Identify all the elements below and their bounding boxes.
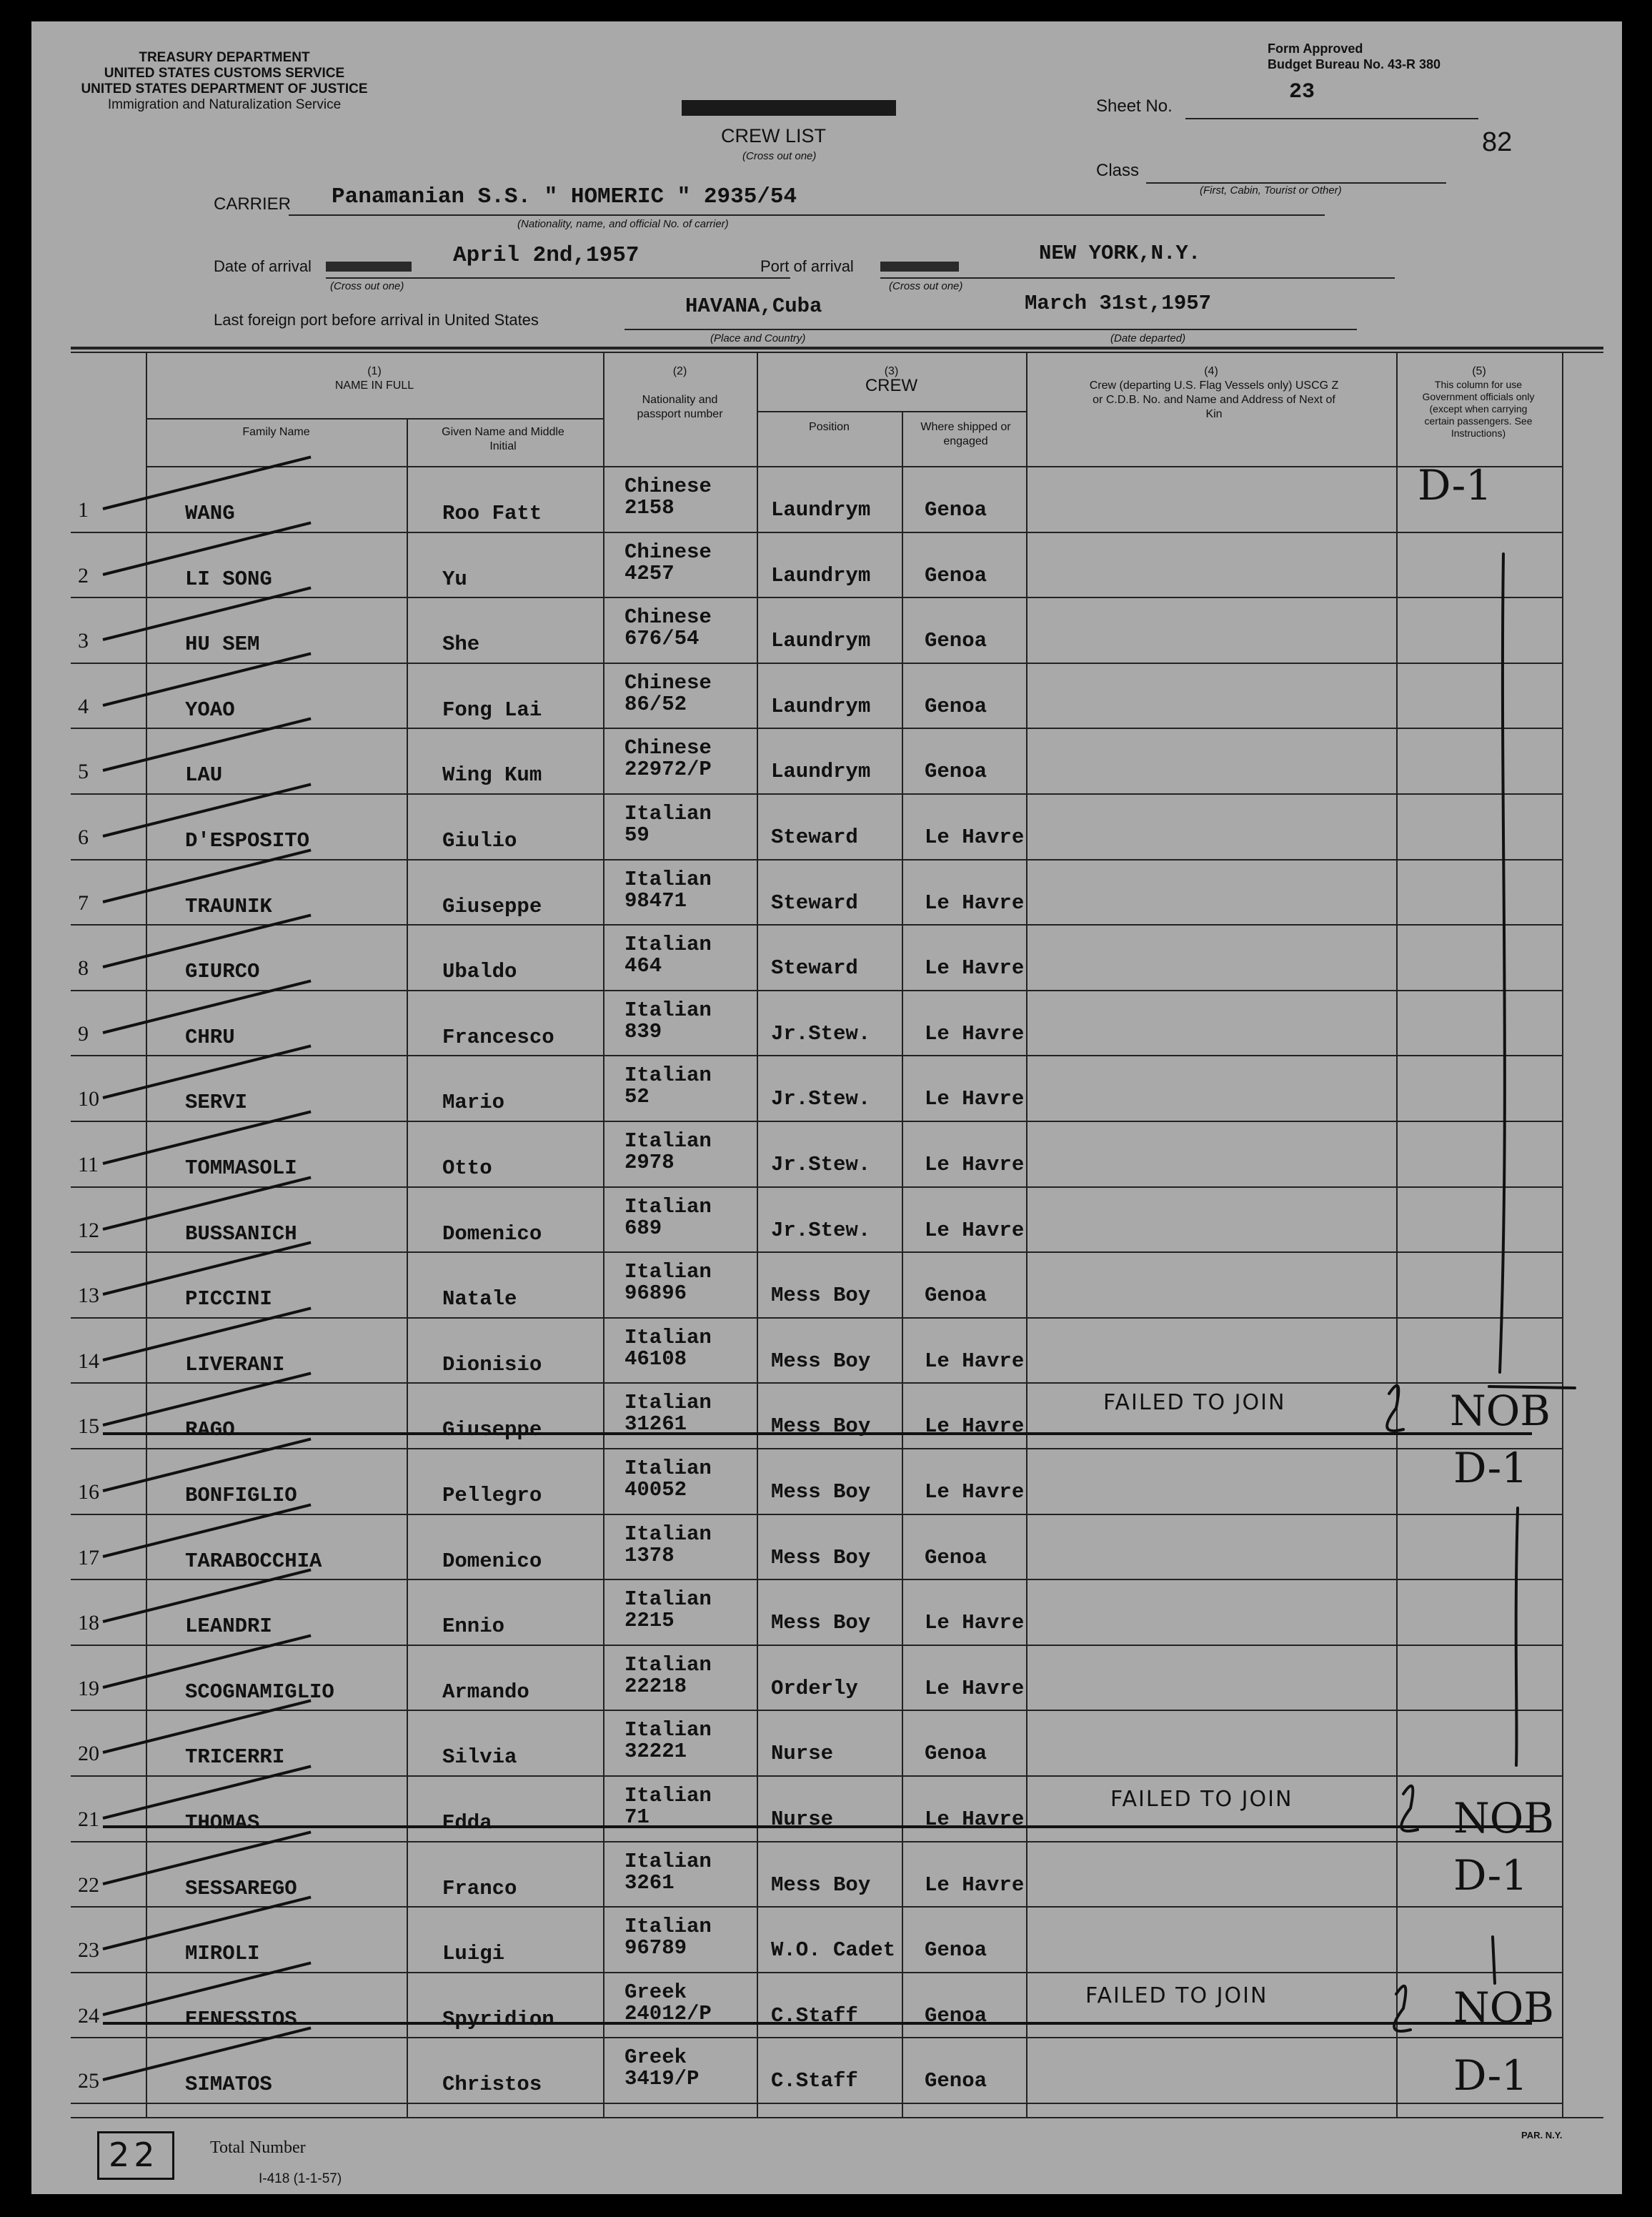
- shipped-port: Le Havre: [925, 1480, 1025, 1504]
- cross-out-hint: (Cross out one): [742, 150, 817, 162]
- crew-position: Laundrym: [771, 563, 871, 587]
- last-port-label: Last foreign port before arrival in United States: [214, 311, 539, 329]
- crew-position: W.O. Cadet: [771, 1938, 896, 1963]
- shipped-port: Le Havre: [925, 1087, 1025, 1111]
- shipped-port: Genoa: [925, 2069, 987, 2093]
- date-label: Date of arrival: [214, 257, 312, 275]
- crew-position: Jr.Stew.: [771, 1218, 871, 1242]
- d1-mark: D-1: [1418, 461, 1493, 510]
- family-name: YOAO: [185, 698, 235, 722]
- passport-number: 24012/P: [625, 2001, 712, 2025]
- family-name: LEANDRI: [185, 1615, 272, 1639]
- nationality: Chinese: [625, 475, 712, 498]
- row-number: 10: [78, 1087, 99, 1111]
- given-name: Wing Kum: [442, 763, 542, 788]
- shipped-port: Genoa: [925, 563, 987, 587]
- family-name: LAU: [185, 763, 223, 788]
- d1-mark: D-1: [1453, 2051, 1528, 2100]
- passport-number: 96896: [625, 1281, 687, 1306]
- family-name: BONFIGLIO: [185, 1484, 297, 1507]
- given-name: Francesco: [442, 1025, 554, 1049]
- nationality: Italian: [625, 1784, 712, 1807]
- col3-title: CREW: [865, 376, 918, 395]
- form-number: I-418 (1-1-57): [259, 2171, 342, 2186]
- given-name: Christos: [442, 2073, 542, 2097]
- family-name: THOMAS: [185, 1811, 260, 1835]
- row-number: 13: [78, 1284, 99, 1308]
- page-mark: 82: [1482, 127, 1513, 157]
- col4-title: Crew (departing U.S. Flag Vessels only) USCG Z or C.D.B. No. and Name and Address of Next of Kin: [1089, 380, 1339, 420]
- family-name: RAGO: [185, 1418, 235, 1442]
- given-name-header: Given Name and Middle Initial: [442, 426, 564, 452]
- passport-number: 2215: [625, 1609, 675, 1633]
- nationality: Italian: [625, 1194, 712, 1219]
- date-departed-value: March 31st,1957: [1025, 292, 1212, 315]
- budget-bureau: Budget Bureau No. 43-R 380: [1268, 57, 1441, 71]
- row-number: 19: [78, 1676, 99, 1700]
- crew-position: C.Staff: [771, 2069, 858, 2093]
- passport-number: 2158: [625, 496, 675, 520]
- crew-position: Nurse: [771, 1742, 834, 1766]
- nationality: Italian: [625, 933, 712, 957]
- col5-title: This column for use Government officials only (except when carrying certain passengers. See Instructions): [1422, 379, 1535, 439]
- given-name: Ubaldo: [442, 960, 517, 984]
- passport-number: 86/52: [625, 692, 687, 716]
- shipped-port: Genoa: [925, 629, 987, 653]
- agency-line: UNITED STATES DEPARTMENT OF JUSTICE: [81, 81, 368, 96]
- shipped-port: Le Havre: [925, 1807, 1025, 1831]
- nationality: Italian: [625, 1260, 712, 1284]
- crew-position: Mess Boy: [771, 1414, 871, 1439]
- crew-position: Mess Boy: [771, 1873, 871, 1897]
- given-name: Spyridion: [442, 2007, 554, 2031]
- position-header: Position: [809, 421, 850, 433]
- row-number: 4: [78, 694, 89, 718]
- shipped-port: Le Havre: [925, 956, 1025, 981]
- crew-position: Mess Boy: [771, 1480, 871, 1504]
- row-number: 3: [78, 629, 89, 653]
- given-name: She: [442, 633, 480, 657]
- shipped-port: Genoa: [925, 498, 987, 522]
- nob-mark: NOB: [1453, 1794, 1554, 1842]
- given-name: Domenico: [442, 1549, 542, 1573]
- total-label: Total Number: [210, 2138, 306, 2157]
- given-name: Dionisio: [442, 1352, 542, 1377]
- nationality: Chinese: [625, 540, 712, 564]
- passport-number: 71: [625, 1805, 650, 1829]
- port-value: NEW YORK,N.Y.: [1039, 242, 1201, 265]
- crew-position: Laundrym: [771, 498, 871, 522]
- nob-mark: NOB: [1453, 1983, 1554, 2032]
- crew-position: Laundrym: [771, 694, 871, 718]
- passport-number: 839: [625, 1019, 662, 1043]
- col1-number: (1): [367, 365, 382, 377]
- row-number: 6: [78, 825, 89, 849]
- passport-number: 96789: [625, 1936, 687, 1960]
- row-number: 24: [78, 2003, 99, 2028]
- nationality: Italian: [625, 1915, 712, 1939]
- crew-position: Nurse: [771, 1807, 834, 1831]
- given-name: Giuseppe: [442, 894, 542, 918]
- form-title: CREW LIST: [721, 125, 827, 147]
- family-name: EFNESSIOS: [185, 2007, 297, 2031]
- date-value: April 2nd,1957: [453, 243, 640, 268]
- family-name: MIROLI: [185, 1942, 260, 1966]
- family-name: LI SONG: [185, 567, 272, 591]
- class-label: Class: [1096, 161, 1140, 180]
- row-number: 21: [78, 1807, 99, 1831]
- shipped-port: Le Havre: [925, 1676, 1025, 1700]
- family-name: TRAUNIK: [185, 894, 272, 918]
- nob-mark: NOB: [1450, 1387, 1551, 1435]
- date-hint: (Cross out one): [330, 280, 404, 292]
- crew-position: Steward: [771, 891, 858, 915]
- sheet-label: Sheet No.: [1096, 96, 1173, 116]
- row-number: 7: [78, 891, 89, 915]
- sheet-number: 23: [1289, 80, 1315, 104]
- passport-number: 464: [625, 954, 662, 978]
- family-name: D'ESPOSITO: [185, 829, 310, 853]
- crew-position: Steward: [771, 956, 858, 981]
- col1-title: NAME IN FULL: [334, 380, 414, 392]
- family-name: TOMMASOLI: [185, 1156, 297, 1180]
- col2-title: Nationality and passport number: [637, 394, 723, 420]
- given-name: Franco: [442, 1876, 517, 1900]
- row-number: 20: [78, 1742, 99, 1766]
- shipped-port: Le Havre: [925, 1349, 1025, 1373]
- crew-list-sheet: [31, 21, 1622, 2194]
- where-header: Where shipped or engaged: [920, 421, 1011, 447]
- given-name: Domenico: [442, 1221, 542, 1246]
- passport-number: 676/54: [625, 627, 700, 651]
- given-name: Edda: [442, 1811, 492, 1835]
- crew-position: Jr.Stew.: [771, 1021, 871, 1046]
- crew-position: Laundrym: [771, 760, 871, 784]
- d1-mark: D-1: [1453, 1444, 1528, 1492]
- row-number: 12: [78, 1218, 99, 1242]
- given-name: Yu: [442, 567, 467, 591]
- agency-line: Immigration and Naturalization Service: [107, 97, 342, 112]
- port-hint: (Cross out one): [889, 280, 963, 292]
- row-number: 16: [78, 1480, 99, 1504]
- row-number: 15: [78, 1414, 99, 1439]
- col5-number: (5): [1472, 365, 1486, 377]
- family-name: SESSAREGO: [185, 1876, 297, 1900]
- given-name: Luigi: [442, 1942, 505, 1966]
- carrier-value: Panamanian S.S. " HOMERIC " 2935/54: [332, 184, 797, 209]
- row-number: 5: [78, 760, 89, 784]
- row-number: 22: [78, 1873, 99, 1897]
- shipped-port: Le Havre: [925, 825, 1025, 849]
- nationality: Italian: [625, 1522, 712, 1546]
- family-name: SIMATOS: [185, 2073, 272, 2097]
- row-number: 8: [78, 956, 89, 981]
- nationality: Italian: [625, 1129, 712, 1153]
- given-name: Fong Lai: [442, 698, 542, 722]
- handwritten-strokes: [31, 21, 1622, 2194]
- form-approved: Form Approved: [1268, 41, 1363, 56]
- class-hint: (First, Cabin, Tourist or Other): [1200, 184, 1342, 197]
- row-number: 18: [78, 1611, 99, 1635]
- row-number: 23: [78, 1938, 99, 1963]
- family-name: TARABOCCHIA: [185, 1549, 322, 1573]
- nationality: Italian: [625, 802, 712, 825]
- nationality: Chinese: [625, 605, 712, 630]
- last-port-value: HAVANA,Cuba: [685, 294, 822, 318]
- crew-position: C.Staff: [771, 2003, 858, 2028]
- printer-mark: PAR. N.Y.: [1521, 2130, 1563, 2141]
- passport-number: 46108: [625, 1346, 687, 1371]
- row-number: 2: [78, 563, 89, 587]
- crew-position: Mess Boy: [771, 1349, 871, 1373]
- shipped-port: Genoa: [925, 760, 987, 784]
- agency-line: UNITED STATES CUSTOMS SERVICE: [104, 66, 345, 81]
- nationality: Chinese: [625, 670, 712, 695]
- row-number: 14: [78, 1349, 99, 1373]
- passport-number: 31261: [625, 1412, 687, 1437]
- failed-to-join-note: FAILED TO JOIN: [1110, 1787, 1293, 1812]
- given-name: Ennio: [442, 1615, 505, 1639]
- shipped-port: Genoa: [925, 1938, 987, 1963]
- nationality: Italian: [625, 1063, 712, 1088]
- nationality: Italian: [625, 1457, 712, 1480]
- nationality: Italian: [625, 1325, 712, 1349]
- nationality: Italian: [625, 867, 712, 891]
- nationality: Italian: [625, 1718, 712, 1742]
- shipped-port: Le Havre: [925, 1611, 1025, 1635]
- passport-number: 22218: [625, 1674, 687, 1698]
- crew-position: Mess Boy: [771, 1545, 871, 1569]
- shipped-port: Genoa: [925, 1284, 987, 1308]
- crew-position: Mess Boy: [771, 1284, 871, 1308]
- family-name: GIURCO: [185, 960, 260, 984]
- shipped-port: Le Havre: [925, 1873, 1025, 1897]
- row-number: 25: [78, 2069, 99, 2093]
- row-number: 17: [78, 1545, 99, 1569]
- total-value: 22: [109, 2136, 159, 2174]
- given-name: Giulio: [442, 829, 517, 853]
- row-number: 9: [78, 1021, 89, 1046]
- last-port-hint: (Place and Country): [710, 332, 806, 344]
- family-name: SERVI: [185, 1091, 248, 1115]
- given-name: Otto: [442, 1156, 492, 1180]
- port-label: Port of arrival: [760, 257, 854, 275]
- nationality: Italian: [625, 1652, 712, 1677]
- row-number: 1: [78, 498, 89, 522]
- d1-mark: D-1: [1453, 1851, 1528, 1900]
- given-name: Giuseppe: [442, 1418, 542, 1442]
- nationality: Italian: [625, 1849, 712, 1873]
- col3-number: (3): [884, 365, 899, 377]
- agency-line: TREASURY DEPARTMENT: [139, 50, 310, 65]
- shipped-port: Genoa: [925, 1742, 987, 1766]
- carrier-hint: (Nationality, name, and official No. of carrier): [517, 218, 729, 230]
- col2-number: (2): [672, 365, 687, 377]
- passport-number: 3261: [625, 1870, 675, 1895]
- given-name: Armando: [442, 1680, 529, 1704]
- crew-position: Jr.Stew.: [771, 1087, 871, 1111]
- shipped-port: Le Havre: [925, 1153, 1025, 1176]
- crew-position: Jr.Stew.: [771, 1153, 871, 1176]
- family-name: PICCINI: [185, 1287, 272, 1311]
- shipped-port: Le Havre: [925, 891, 1025, 915]
- passport-number: 59: [625, 823, 650, 847]
- crew-position: Orderly: [771, 1676, 858, 1700]
- given-name: Roo Fatt: [442, 502, 542, 525]
- family-name: BUSSANICH: [185, 1221, 297, 1246]
- passport-number: 98471: [625, 888, 687, 913]
- nationality: Italian: [625, 998, 712, 1022]
- passport-number: 2978: [625, 1151, 675, 1174]
- passport-number: 4257: [625, 561, 675, 585]
- passport-number: 22972/P: [625, 758, 712, 782]
- family-name: LIVERANI: [185, 1352, 285, 1377]
- family-name-header: Family Name: [242, 426, 310, 438]
- passport-number: 1378: [625, 1543, 675, 1567]
- nationality: Greek: [625, 1980, 687, 2004]
- row-number: 11: [78, 1153, 99, 1176]
- failed-to-join-note: FAILED TO JOIN: [1085, 1983, 1268, 2008]
- shipped-port: Le Havre: [925, 1414, 1025, 1439]
- date-departed-hint: (Date departed): [1110, 332, 1186, 344]
- family-name: HU SEM: [185, 633, 260, 657]
- given-name: Natale: [442, 1287, 517, 1311]
- shipped-port: Le Havre: [925, 1021, 1025, 1046]
- given-name: Silvia: [442, 1745, 517, 1770]
- passport-number: 52: [625, 1085, 650, 1109]
- nationality: Greek: [625, 2045, 687, 2070]
- shipped-port: Genoa: [925, 694, 987, 718]
- col4-number: (4): [1204, 365, 1218, 377]
- shipped-port: Genoa: [925, 1545, 987, 1569]
- crew-position: Steward: [771, 825, 858, 849]
- passport-number: 689: [625, 1216, 662, 1240]
- passport-number: 3419/P: [625, 2067, 700, 2091]
- given-name: Pellegro: [442, 1484, 542, 1507]
- shipped-port: Genoa: [925, 2003, 987, 2028]
- family-name: WANG: [185, 502, 235, 525]
- family-name: TRICERRI: [185, 1745, 285, 1770]
- given-name: Mario: [442, 1091, 505, 1115]
- carrier-label: CARRIER: [214, 194, 292, 214]
- nationality: Italian: [625, 1391, 712, 1415]
- crew-position: Mess Boy: [771, 1611, 871, 1635]
- nationality: Chinese: [625, 736, 712, 760]
- family-name: CHRU: [185, 1025, 235, 1049]
- nationality: Italian: [625, 1587, 712, 1612]
- family-name: SCOGNAMIGLIO: [185, 1680, 334, 1704]
- crew-position: Laundrym: [771, 629, 871, 653]
- passport-number: 40052: [625, 1478, 687, 1502]
- failed-to-join-note: FAILED TO JOIN: [1103, 1390, 1286, 1415]
- passport-number: 32221: [625, 1740, 687, 1764]
- shipped-port: Le Havre: [925, 1218, 1025, 1242]
